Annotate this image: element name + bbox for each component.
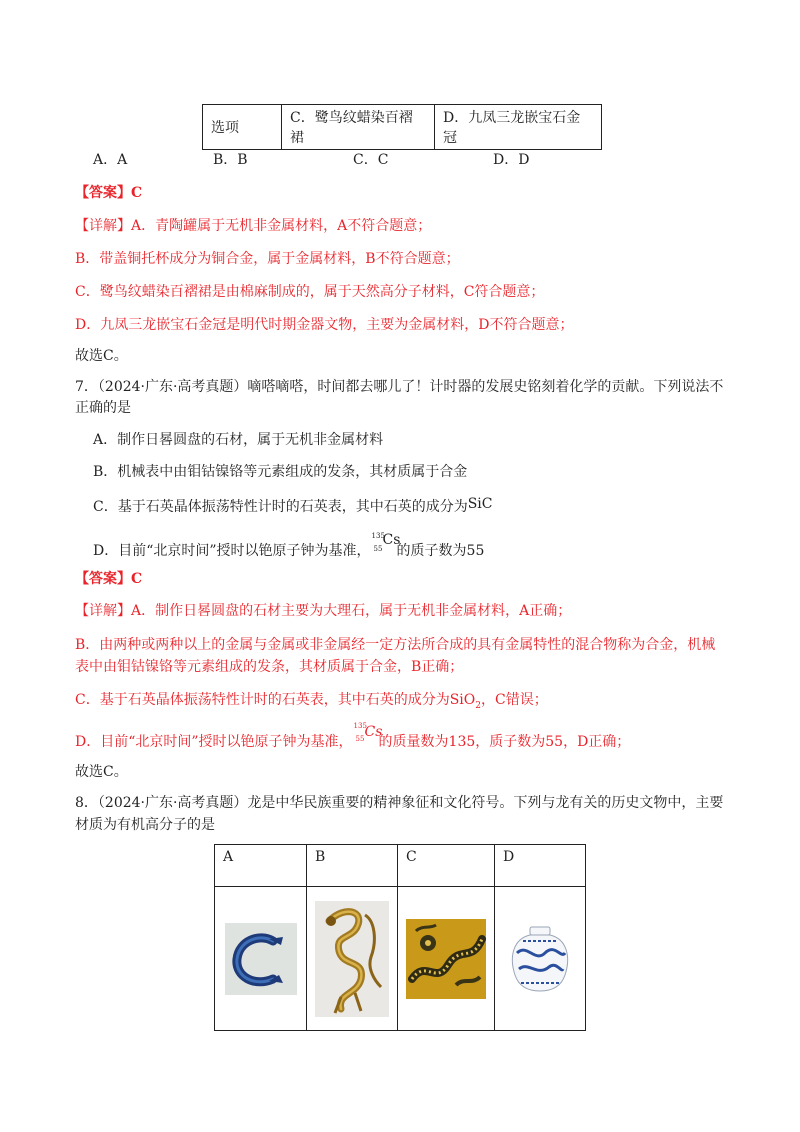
sic-formula: SiC xyxy=(467,496,493,512)
q6-detail-a: 【详解】A．青陶罐属于无机非金属材料，A不符合题意； xyxy=(75,218,432,234)
image-cell-b xyxy=(307,887,398,1031)
q7-option-c xyxy=(93,497,493,517)
q6-detail-d: D．九凤三龙嵌宝石金冠是明代时期金器文物，主要为金属材料，D不符合题意； xyxy=(75,317,574,333)
gold-dragon-sculpture-image xyxy=(315,901,389,1017)
q7-conclusion: 故选C。 xyxy=(75,764,128,780)
choice-c: C．C xyxy=(353,152,389,168)
mass-number: 135 xyxy=(353,722,367,730)
q6-option-table xyxy=(202,104,602,150)
q7-option-a: A．制作日晷圆盘的石材，属于无机非金属材料 xyxy=(93,432,384,448)
q7-detail-c-pre: C．基于石英晶体振荡特性计时的石英表，其中石英的成分为SiO xyxy=(75,692,476,708)
q7-option-d-pre: D．目前“北京时间”授时以铯原子钟为基准， xyxy=(93,543,371,559)
q7-detail-d xyxy=(75,722,631,752)
q7-stem-line1: 7．（2024·广东·高考真题）嘀嗒嘀嗒，时间都去哪儿了！计时器的发展史铭刻着化学的贡献。下列说法不 xyxy=(75,379,724,395)
cs-isotope xyxy=(353,722,383,746)
q6-detail-c: C．鹭鸟纹蜡染百褶裙是由棉麻制成的，属于天然高分子材料，C符合题意； xyxy=(75,284,545,300)
choice-a: A．A xyxy=(93,152,128,168)
q7-option-c-text: C．基于石英晶体振荡特性计时的石英表，其中石英的成分为 xyxy=(93,499,468,515)
image-cell-a xyxy=(215,887,307,1031)
header-cell-c: C xyxy=(398,845,495,887)
q6-answer: 【答案】C xyxy=(75,185,143,201)
choice-d: D．D xyxy=(493,152,530,168)
q8-stem-line2: 材质为有机高分子的是 xyxy=(75,817,215,833)
header-cell-b: B xyxy=(307,845,398,887)
q7-option-b: B．机械表中由钼钴镍铬等元素组成的发条，其材质属于合金 xyxy=(93,464,468,480)
atomic-number: 55 xyxy=(355,735,365,743)
mass-number: 135 xyxy=(371,532,385,540)
q7-detail-b2: 表中由钼钴镍铬等元素组成的发条，其材质属于合金，B正确； xyxy=(75,659,464,675)
q7-option-d xyxy=(93,532,485,561)
jade-ring-dragon-image xyxy=(225,923,297,995)
q7-detail-d-post: 的质量数为135，质子数为55，D正确； xyxy=(378,734,631,750)
cs-symbol: Cs xyxy=(364,724,383,740)
choice-b: B．B xyxy=(213,152,248,168)
q7-detail-d-pre: D．目前“北京时间”授时以铯原子钟为基准， xyxy=(75,734,353,750)
q7-option-d-post: 的质子数为55 xyxy=(396,543,485,559)
image-cell-c xyxy=(398,887,495,1031)
table-cell: D．九凤三龙嵌宝石金冠 xyxy=(435,105,602,150)
q7-answer: 【答案】C xyxy=(75,571,143,587)
table-cell: C．鹭鸟纹蜡染百褶裙 xyxy=(282,105,435,150)
subscript-2: 2 xyxy=(475,700,481,711)
embroidered-dragon-silk-image xyxy=(406,919,486,999)
header-cell-d: D xyxy=(495,845,586,887)
q7-detail-a: 【详解】A．制作日晷圆盘的石材主要为大理石，属于无机非金属材料，A正确； xyxy=(75,603,572,619)
q8-image-table xyxy=(214,844,586,1031)
q7-detail-c xyxy=(75,690,548,716)
header-cell-a: A xyxy=(215,845,307,887)
q6-detail-b: B．带盖铜托杯成分为铜合金，属于金属材料，B不符合题意； xyxy=(75,251,460,267)
q8-stem-line1: 8．（2024·广东·高考真题）龙是中华民族重要的精神象征和文化符号。下列与龙有关的历史文物中，主要 xyxy=(75,795,724,811)
table-cell: 选项 xyxy=(203,105,282,150)
image-cell-d xyxy=(495,887,586,1031)
cs-isotope xyxy=(371,532,401,555)
q6-conclusion: 故选C。 xyxy=(75,348,128,364)
blue-white-dragon-jar-image xyxy=(505,923,575,995)
q7-detail-c-post: ，C错误； xyxy=(481,692,548,708)
q7-stem-line2: 正确的是 xyxy=(75,400,131,416)
q7-detail-b1: B．由两种或两种以上的金属与金属或非金属经一定方法所合成的具有金属特性的混合物称为合金，机械 xyxy=(75,637,716,653)
cs-symbol: Cs xyxy=(382,532,401,548)
atomic-number: 55 xyxy=(373,545,383,553)
